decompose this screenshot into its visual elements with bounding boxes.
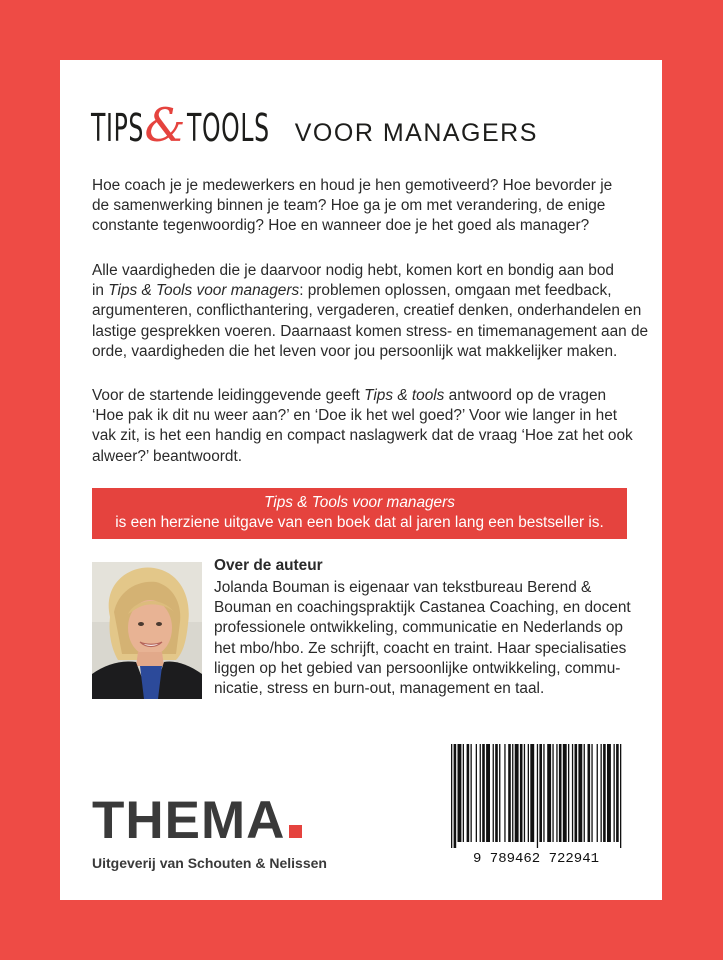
intro-line: constante tegenwoordig? Hoe en wanneer doe je het goed als manager?	[92, 217, 590, 235]
intro-line: Hoe coach je je medewerkers en houd je hen gemotiveerd? Hoe bevorder je	[92, 177, 613, 194]
title-subtitle: VOOR MANAGERS	[294, 119, 538, 147]
barcode-bar	[601, 744, 602, 842]
barcode-bar	[495, 744, 498, 842]
title-ampersand: &	[144, 98, 186, 152]
skills-line: orde, vaardigheden die het leven voor jou persoonlijk wat makkelijker maken.	[92, 342, 618, 360]
skills-text: : problemen oplossen, omgaan met feedback,	[299, 282, 612, 300]
starters-line: vak zit, is het een handig en compact naslagwerk dat de vraag ‘Hoe zat het ook	[92, 427, 633, 445]
skills-line: Alle vaardigheden die je daarvoor nodig hebt, komen kort en bondig aan bod	[92, 262, 614, 279]
publisher-tagline: Uitgeverij van Schouten & Nelissen	[92, 855, 327, 871]
barcode-bar	[539, 744, 542, 842]
barcode-bar	[575, 744, 578, 842]
author-bio-line: professionele ontwikkeling, communicatie en Nederlands op	[214, 619, 623, 637]
barcode-bar	[471, 744, 472, 842]
starters-line: ‘Hoe pak ik dit nu weer aan?’ en ‘Doe ik het wel goed?’ Voor wie langer in het	[92, 407, 618, 425]
author-bio-line: liggen op het gebied van persoonlijke ontwikkeling, commu-	[214, 659, 621, 677]
author-bio	[214, 578, 654, 699]
barcode-bar	[493, 744, 494, 842]
intro-paragraph	[92, 176, 652, 237]
author-heading: Over de auteur	[214, 557, 323, 574]
barcode-bar	[543, 744, 544, 842]
isbn-number: 9 789462 722941	[472, 851, 600, 865]
barcode-bar	[480, 744, 481, 842]
barcode-bar	[563, 744, 567, 842]
isbn-barcode	[445, 740, 627, 865]
starters-text: antwoord op de vragen	[444, 387, 607, 404]
barcode-image	[445, 740, 627, 865]
barcode-bar	[620, 744, 621, 848]
starters-line: alweer?’ beantwoordt.	[92, 447, 243, 465]
logo-dot-icon	[289, 825, 302, 838]
barcode-bar	[603, 744, 606, 842]
barcode-bar	[458, 744, 462, 842]
book-title-italic: Tips & Tools voor managers	[108, 282, 300, 300]
banner-title: Tips & Tools voor managers	[264, 494, 455, 511]
barcode-bar	[486, 744, 490, 842]
title-tips: TIPS	[91, 106, 144, 150]
barcode-bar	[524, 744, 525, 842]
barcode-bar	[520, 744, 523, 842]
barcode-bar	[584, 744, 585, 842]
barcode-bar	[614, 744, 615, 842]
starters-paragraph	[92, 386, 652, 467]
barcode-bar	[556, 744, 557, 842]
title-tools: TOOLS	[187, 106, 271, 150]
author-photo	[92, 562, 202, 699]
barcode-bar	[588, 744, 591, 842]
barcode-bar	[559, 744, 562, 842]
barcode-bar	[578, 744, 582, 842]
barcode-bar	[476, 744, 477, 842]
skills-paragraph	[92, 261, 652, 362]
author-bio-line: het mbo/hbo. Ze schrijft, coacht en traint. Haar specialisaties	[214, 639, 627, 657]
barcode-bar	[537, 744, 538, 848]
barcode-bar	[451, 744, 452, 848]
publisher-logo	[92, 793, 302, 849]
barcode-bar	[552, 744, 553, 842]
edition-banner	[92, 488, 627, 539]
barcode-bar	[568, 744, 569, 842]
barcode-bar	[530, 744, 534, 842]
barcode-bar	[591, 744, 592, 842]
barcode-bar	[482, 744, 485, 842]
book-title	[91, 98, 538, 152]
barcode-bar	[467, 744, 470, 842]
author-portrait-image	[92, 562, 202, 699]
intro-line: de samenwerking binnen je team? Hoe ga je om met verandering, de enige	[92, 197, 606, 215]
starters-line	[92, 386, 652, 406]
book-title-italic: Tips & tools	[364, 387, 445, 404]
barcode-bar	[515, 744, 519, 842]
barcode-bar	[499, 744, 500, 842]
barcode-bar	[508, 744, 511, 842]
barcode-bar	[454, 744, 457, 848]
skills-line	[92, 281, 652, 301]
skills-text: in	[92, 282, 109, 300]
barcode-bar	[572, 744, 573, 842]
publisher-name: THEMA	[92, 791, 286, 850]
barcode-bar	[607, 744, 611, 842]
barcode-bar	[547, 744, 551, 842]
barcode-bar	[463, 744, 464, 842]
author-bio-line: Bouman en coachingspraktijk Castanea Coaching, en docent	[214, 599, 631, 617]
barcode-bar	[597, 744, 598, 842]
banner-text: is een herziene uitgave van een boek dat al jaren lang een bestseller is.	[115, 514, 604, 531]
back-cover	[60, 60, 662, 900]
author-bio-line: nicatie, stress en burn-out, management en taal.	[214, 680, 545, 698]
author-bio-line: Jolanda Bouman is eigenaar van tekstbureau Berend &	[214, 579, 592, 596]
skills-line: argumenteren, conflicthantering, vergaderen, creatief denken, onderhandelen en	[92, 302, 642, 320]
barcode-bar	[528, 744, 529, 842]
barcode-bar	[504, 744, 505, 842]
skills-line: lastige gesprekken voeren. Daarnaast komen stress- en timemanagement aan de	[92, 322, 649, 340]
barcode-bar	[616, 744, 619, 842]
barcode-bar	[512, 744, 513, 842]
starters-text: Voor de startende leidinggevende geeft	[92, 387, 365, 404]
